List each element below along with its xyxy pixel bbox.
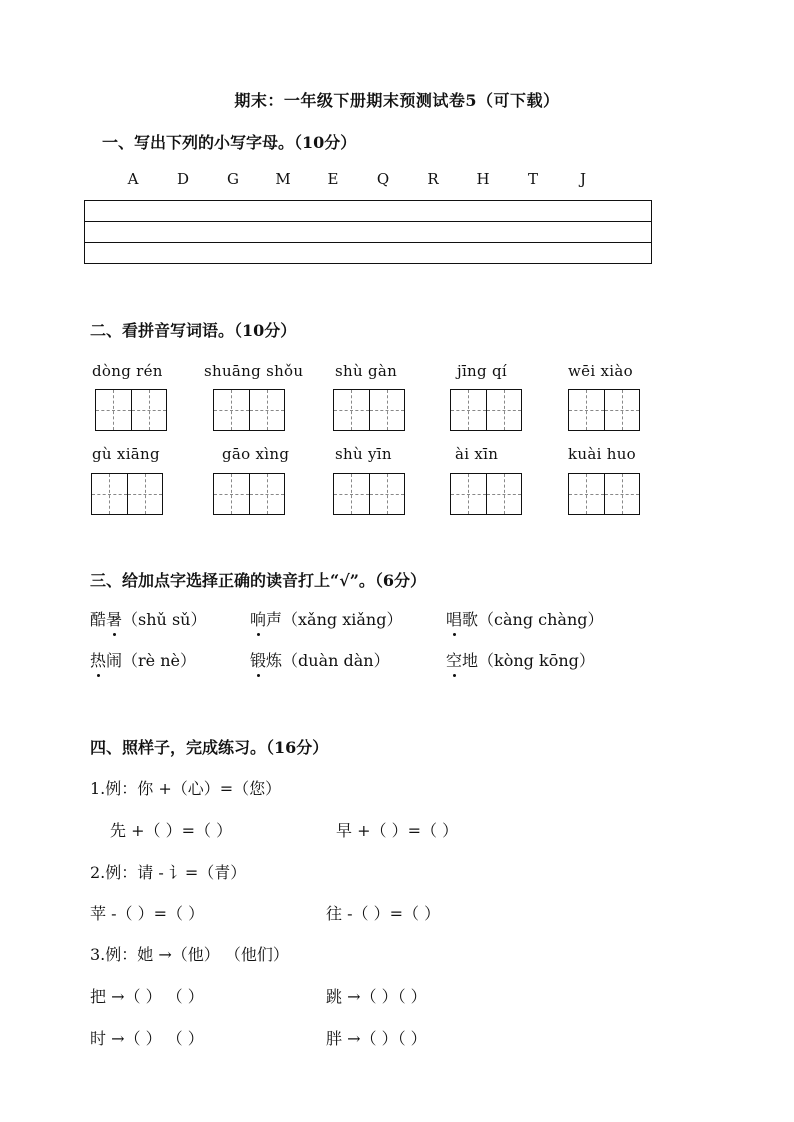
tianzige-box[interactable] [333,473,405,515]
writing-line [85,242,651,243]
tianzige-box[interactable] [95,389,167,431]
tianzige-box[interactable] [450,473,522,515]
letter: M [275,170,291,188]
pronunciation-options: （xǎng xiǎng） [282,610,403,629]
section-1-heading: 一、写出下列的小写字母。（10分） [102,133,357,152]
page-title: 期末：一年级下册期末预测试卷5（可下载） [234,91,560,110]
exercise-2a[interactable]: 苹 -（ ）=（ ） [90,904,205,923]
letter-row [118,170,598,188]
word-plain: 炼 [266,651,283,670]
letter: T [527,170,538,188]
pinyin-label: kuài huo [568,445,637,463]
section-2-heading: 二、看拼音写词语。（10分） [90,321,297,340]
tianzige-box[interactable] [568,389,640,431]
word-plain: 闹 [106,651,123,670]
tianzige-box[interactable] [450,389,522,431]
letter: J [579,170,586,188]
pinyin-label: gù xiāng [92,445,160,463]
pronunciation-item[interactable] [446,607,604,630]
tianzige-box[interactable] [568,473,640,515]
pinyin-label: shuāng shǒu [204,362,304,380]
dotted-char: 暑 [106,607,122,630]
word-plain: 酷 [90,610,107,629]
example-1: 1.例：你 +（心）=（您） [90,779,282,798]
exercise-1a[interactable]: 先 +（ ）=（ ） [110,821,233,840]
word-plain: 声 [266,610,283,629]
pinyin-label: jīng qí [457,362,507,380]
pronunciation-item[interactable] [90,648,196,671]
pinyin-label: ài xīn [455,445,499,463]
letter: G [227,170,239,188]
word-plain: 歌 [462,610,479,629]
pronunciation-options: （càng chàng） [478,610,604,629]
pronunciation-item[interactable] [250,607,402,630]
letter: R [427,170,439,188]
pronunciation-options: （kòng kōng） [478,651,595,670]
tianzige-box[interactable] [213,389,285,431]
letter: D [176,170,190,188]
dotted-char: 空 [446,648,462,671]
section-3-heading: 三、给加点字选择正确的读音打上“√”。（6分） [90,571,427,590]
dotted-char: 锻 [250,648,266,671]
letter: E [327,170,339,188]
letter: Q [376,170,390,188]
pronunciation-item[interactable] [446,648,595,671]
example-2: 2.例：请 - 讠=（青） [90,863,247,882]
pinyin-label: dòng rén [92,362,163,380]
example-3: 3.例：她 →（他） （他们） [90,945,289,964]
exercise-3c[interactable]: 时 →（ ） （ ） [90,1029,204,1048]
letter: A [127,170,139,188]
dotted-char: 响 [250,607,266,630]
lowercase-answer-lines[interactable] [84,200,652,264]
pronunciation-options: （rè nè） [122,651,197,670]
writing-line [85,221,651,222]
pronunciation-options: （duàn dàn） [282,651,390,670]
pronunciation-item[interactable] [250,648,390,671]
pinyin-label: gāo xìng [222,445,290,463]
dotted-char: 唱 [446,607,462,630]
tianzige-box[interactable] [91,473,163,515]
letter: H [476,170,490,188]
pinyin-label: shù gàn [335,362,398,380]
tianzige-box[interactable] [333,389,405,431]
pronunciation-options: （shǔ sǔ） [122,610,207,629]
pinyin-label: wēi xiào [568,362,633,380]
exercise-2b[interactable]: 往 -（ ）=（ ） [326,904,441,923]
exercise-3a[interactable]: 把 →（ ） （ ） [90,987,204,1006]
section-4-heading: 四、照样子，完成练习。（16分） [90,738,329,757]
exercise-1b[interactable]: 早 +（ ）=（ ） [336,821,459,840]
exercise-3d[interactable]: 胖 →（ ）（ ） [326,1029,427,1048]
pronunciation-item[interactable] [90,607,206,630]
dotted-char: 热 [90,648,106,671]
word-plain: 地 [462,651,479,670]
exercise-3b[interactable]: 跳 →（ ）（ ） [326,987,427,1006]
pinyin-label: shù yīn [335,445,392,463]
tianzige-box[interactable] [213,473,285,515]
